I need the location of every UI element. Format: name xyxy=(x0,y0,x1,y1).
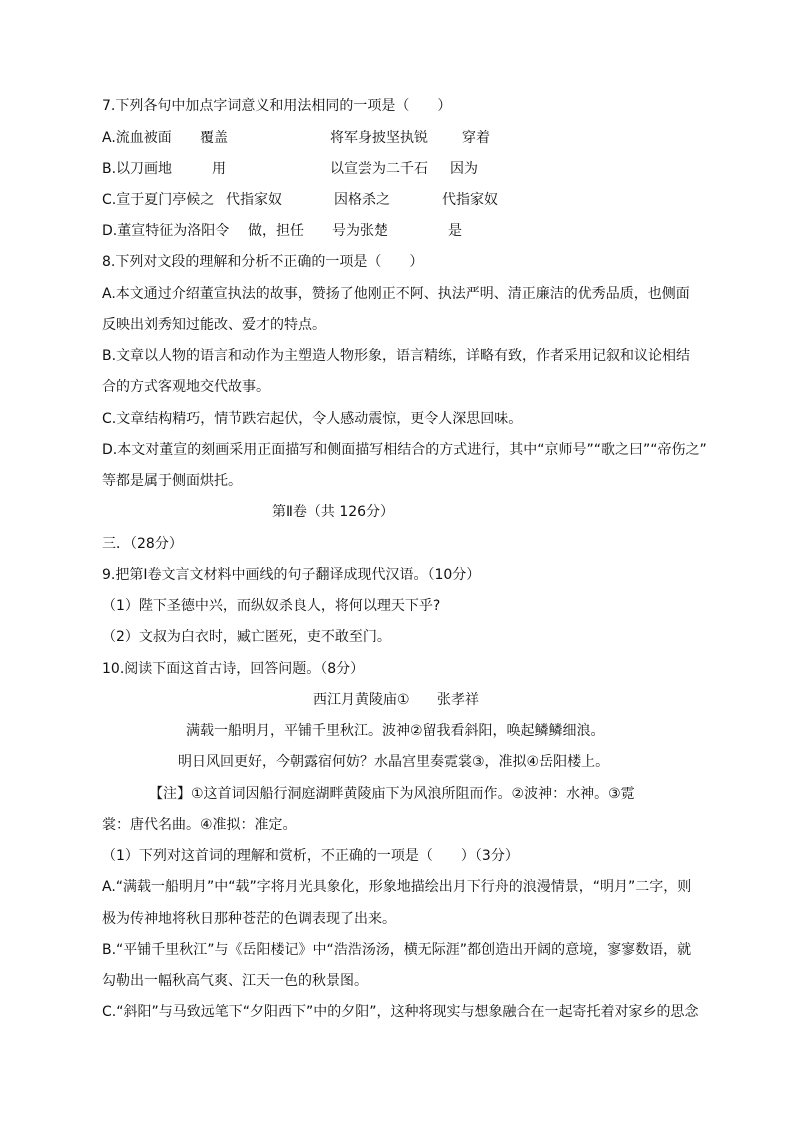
poem-line-2: 明日风回更好，今朝露宿何妨？水晶宫里奏霓裳③，准拟④岳阳楼上。 xyxy=(178,754,610,770)
q10-option-b-line1: B.“平铺千里秋江”与《岳阳楼记》中“浩浩汤汤，横无际涯”都创造出开阔的意境，寥寥数语，就 xyxy=(102,942,692,958)
q8-option-d-line1: D.本文对董宣的刻画采用正面描写和侧面描写相结合的方式进行，其中“京师号”“歌之曰”“帝伤之” xyxy=(102,442,707,458)
q8-option-d-line2: 等都是属于侧面烘托。 xyxy=(102,473,242,489)
q7-c-meaning2: 代指家奴 xyxy=(442,192,498,208)
q7-option-d xyxy=(102,222,462,240)
q8-option-a-line2: 反映出刘秀知过能改、爱才的特点。 xyxy=(102,317,326,333)
q9-stem: 9.把第Ⅰ卷文言文材料中画线的句子翻译成现代汉语。（10分） xyxy=(102,567,481,583)
q7-b-phrase2: 以宣尝为二千石 xyxy=(330,161,428,177)
q8-option-b-line2: 合的方式客观地交代故事。 xyxy=(102,379,270,395)
poem-note-line1: 【注】①这首词因船行洞庭湖畔黄陵庙下为风浪所阻而作。②波神：水神。③霓 xyxy=(149,786,635,802)
q7-a-phrase1: A.流血被面 xyxy=(102,130,172,146)
q10-option-a-line2: 极为传神地将秋日那种苍茫的色调表现了出来。 xyxy=(102,911,396,927)
q8-option-c-line1: C.文章结构精巧，情节跌宕起伏，令人感动震惊，更令人深思回味。 xyxy=(102,411,523,427)
q7-b-meaning2: 因为 xyxy=(450,161,478,177)
q7-d-meaning1: 做，担任 xyxy=(248,223,304,239)
q7-d-meaning2: 是 xyxy=(448,223,462,239)
q7-option-b xyxy=(102,160,478,178)
poem-title: 西江月黄陵庙① xyxy=(313,692,410,708)
q7-d-phrase2: 号为张楚 xyxy=(332,223,388,239)
poem-note-line2: 裳：唐代名曲。④准拟：准定。 xyxy=(102,817,297,833)
q10-stem: 10.阅读下面这首古诗，回答问题。（8分） xyxy=(102,661,365,677)
q7-a-meaning1: 覆盖 xyxy=(200,130,228,146)
q10-option-c-line1: C.“斜阳”与马致远笔下“夕阳西下”中的夕阳”，这种将现实与想象融合在一起寄托着对家乡的思念 xyxy=(102,1004,699,1020)
poem-author: 张孝祥 xyxy=(437,692,479,708)
q7-option-c xyxy=(102,191,498,209)
q7-a-phrase2: 将军身披坚执锐 xyxy=(330,130,428,146)
q8-option-a-line1: A.本文通过介绍董宣执法的故事，赞扬了他刚正不阿、执法严明、清正廉洁的优秀品质，也侧面 xyxy=(102,286,690,302)
q10-option-a-line1: A.“满载一船明月”中“载”字将月光具象化，形象地描绘出月下行舟的浪漫情景，“明月”二字，则 xyxy=(102,879,692,895)
poem-line-1: 满载一船明月，平铺千里秋江。波神②留我看斜阳，唤起鳞鳞细浪。 xyxy=(186,723,605,739)
q10-option-b-line2: 勾勒出一幅秋高气爽、江天一色的秋景图。 xyxy=(102,973,368,989)
poem-title-line xyxy=(313,691,479,709)
q7-stem: 7.下列各句中加点字词意义和用法相同的一项是（ ） xyxy=(102,98,452,114)
part3-title: 三．（28分） xyxy=(102,536,183,552)
q10-sub1-stem: （1）下列对这首词的理解和赏析，不正确的一项是（ ）（3分） xyxy=(102,848,519,864)
q8-stem: 8.下列对文段的理解和分析不正确的一项是（ ） xyxy=(102,254,424,270)
q7-option-a xyxy=(102,129,490,147)
q7-c-meaning1: 代指家奴 xyxy=(226,192,282,208)
q7-b-meaning1: 用 xyxy=(212,161,226,177)
q7-b-phrase1: B.以刀画地 xyxy=(102,161,173,177)
q9-sentence-2: （2）文叔为白衣时，臧亡匿死，吏不敢至门。 xyxy=(102,629,391,645)
q7-c-phrase1: C.宣于夏门亭候之 xyxy=(102,192,215,208)
q7-d-phrase1: D.董宣特征为洛阳令 xyxy=(102,223,230,239)
q7-a-meaning2: 穿着 xyxy=(462,130,490,146)
q7-c-phrase2: 因格杀之 xyxy=(334,192,390,208)
q9-sentence-1: （1）陛下圣德中兴，而纵奴杀良人，将何以理天下乎? xyxy=(102,598,441,614)
section2-title: 第Ⅱ卷（共 126分） xyxy=(272,504,395,520)
q8-option-b-line1: B.文章以人物的语言和动作为主塑造人物形象，语言精练，详略有致，作者采用记叙和议论相结 xyxy=(102,348,691,364)
